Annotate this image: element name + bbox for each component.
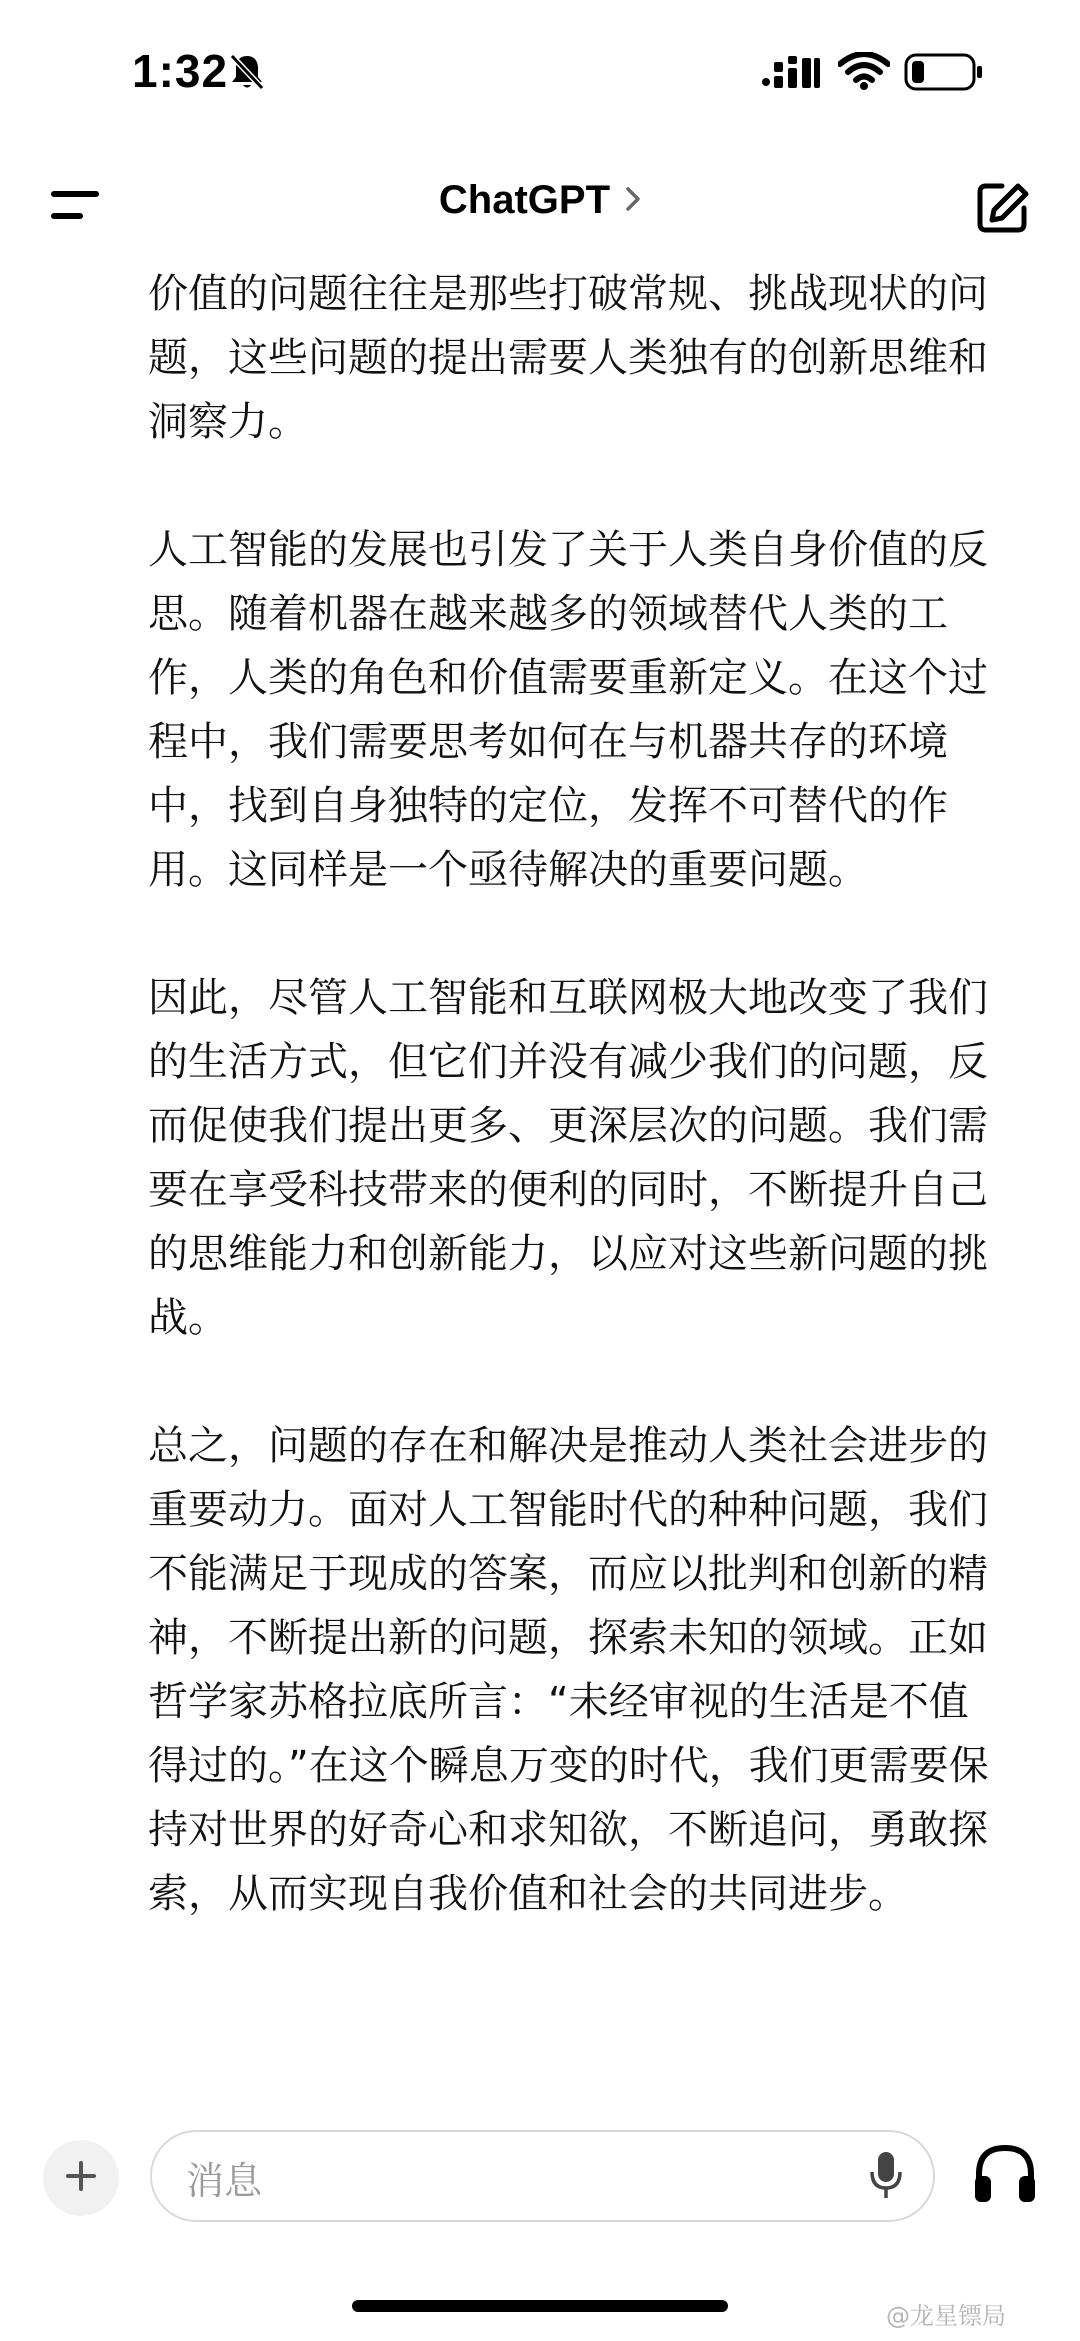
home-indicator[interactable] [352,2300,728,2312]
watermark: @龙星镖局 [886,2302,1006,2330]
message-placeholder: 消息 [186,2159,263,2203]
nav-title: ChatGPT [438,178,611,222]
status-time: 1:32 [132,45,229,97]
mic-icon[interactable] [869,2150,903,2206]
attach-button[interactable] [43,2140,119,2216]
message-paragraph: 因此，尽管人工智能和互联网极大地改变了我们的生活方式，但它们并没有减少我们的问题，反而促使我们提出更多、更深层次的问题。我们需要在享受科技带来的便利的同时，不断提升自己的思维能力和创新能力，以应对这些新问题的挑战。 [148,975,988,1341]
bell-slash-icon [228,52,266,96]
compose-icon[interactable] [976,180,1030,238]
status-bar [0,0,1080,150]
message-paragraph: 人工智能的发展也引发了关于人类自身价值的反思。随着机器在越来越多的领域替代人类的工作，人类的角色和价值需要重新定义。在这个过程中，我们需要思考如何在与机器共存的环境中，找到自身独特的定位，发挥不可替代的作用。这同样是一个亟待解决的重要问题。 [148,527,988,893]
plus-icon [64,2159,98,2197]
model-selector[interactable] [0,178,1080,223]
wifi-icon [838,52,890,94]
message-paragraph: 价值的问题往往是那些打破常规、挑战现状的问题，这些问题的提出需要人类独有的创新思维和洞察力。 [148,271,988,445]
composer-bar [0,2130,1080,2250]
message-input[interactable] [150,2130,935,2222]
headphones-icon[interactable] [972,2142,1038,2210]
message-paragraph: 总之，问题的存在和解决是推动人类社会进步的重要动力。面对人工智能时代的种种问题，我们不能满足于现成的答案，而应以批判和创新的精神，不断提出新的问题，探索未知的领域。正如哲学家苏格拉底所言：“未经审视的生活是不值得过的。”在这个瞬息万变的时代，我们更需要保持对世界的好奇心和求知欲，不断追问，勇敢探索，从而实现自我价值和社会的共同进步。 [148,1423,989,1917]
nav-bar [0,150,1080,260]
battery-icon [904,52,984,96]
assistant-message [148,262,998,2062]
signal-icon [760,54,820,92]
chevron-right-icon [625,185,641,217]
